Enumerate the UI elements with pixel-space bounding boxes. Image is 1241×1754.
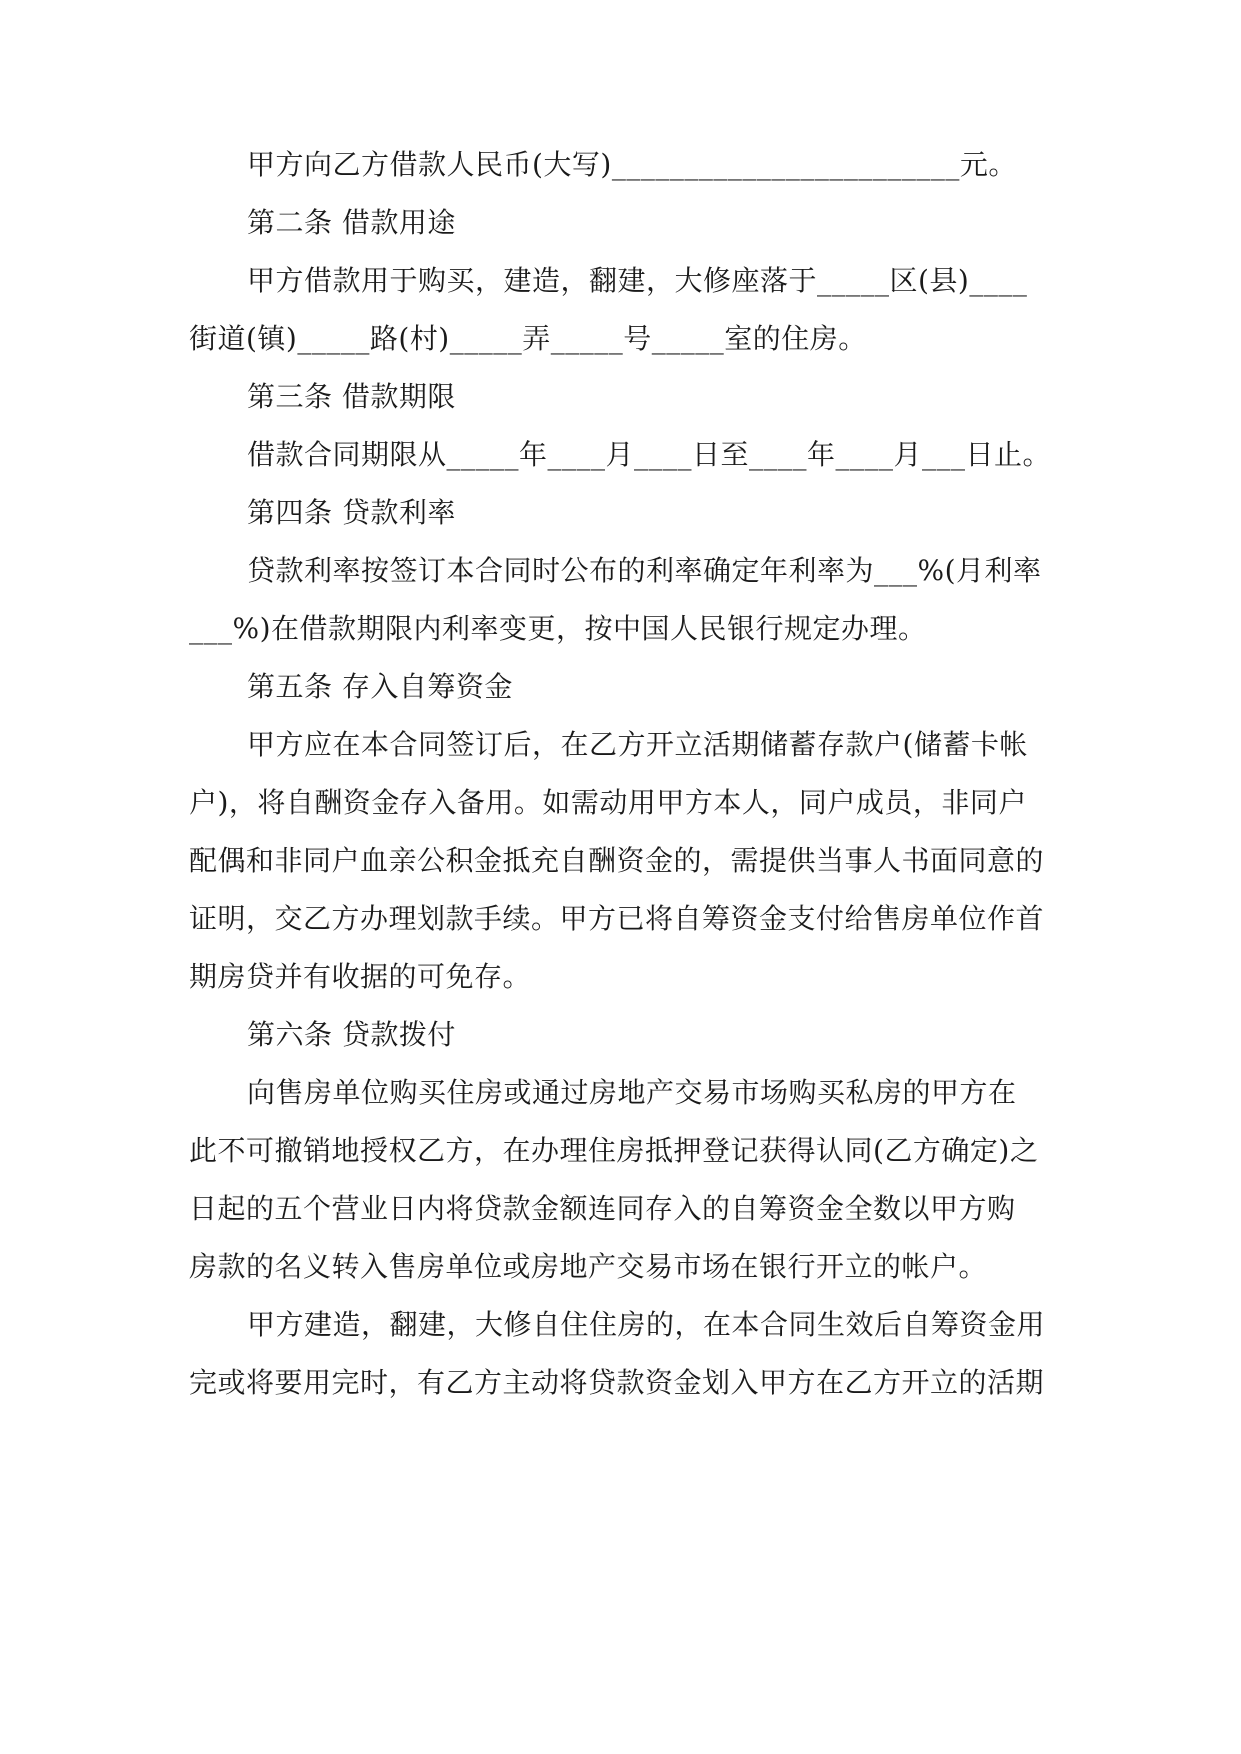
construction-line-1: 甲方建造，翻建，大修自住住房的，在本合同生效后自筹资金用	[247, 1308, 1046, 1341]
loan-term-line: 借款合同期限从_____年____月____日至____年____月___日止。	[247, 438, 1052, 471]
article-2-heading: 第二条 借款用途	[247, 206, 456, 239]
disbursement-line-2: 此不可撤销地授权乙方，在办理住房抵押登记获得认同(乙方确定)之	[189, 1134, 1039, 1167]
interest-rate-line-1: 贷款利率按签订本合同时公布的利率确定年利率为___%(月利率	[247, 554, 1042, 587]
construction-line-2: 完或将要用完时，有乙方主动将贷款资金划入甲方在乙方开立的活期	[189, 1366, 1045, 1399]
loan-purpose-line-2: 街道(镇)_____路(村)_____弄_____号_____室的住房。	[189, 322, 867, 355]
deposit-line-1: 甲方应在本合同签订后，在乙方开立活期储蓄存款户(储蓄卡帐	[247, 728, 1028, 761]
article-4-heading: 第四条 贷款利率	[247, 496, 456, 529]
article-6-heading: 第六条 贷款拨付	[247, 1018, 456, 1051]
disbursement-line-1: 向售房单位购买住房或通过房地产交易市场购买私房的甲方在	[247, 1076, 1017, 1109]
deposit-line-5: 期房贷并有收据的可免存。	[189, 960, 532, 993]
deposit-line-4: 证明，交乙方办理划款手续。甲方已将自筹资金支付给售房单位作首	[189, 902, 1045, 935]
interest-rate-line-2: ___%)在借款期限内利率变更，按中国人民银行规定办理。	[189, 612, 927, 645]
article-5-heading: 第五条 存入自筹资金	[247, 670, 513, 703]
loan-amount-line: 甲方向乙方借款人民币(大写)________________________元。	[247, 148, 1017, 181]
deposit-line-3: 配偶和非同户血亲公积金抵充自酬资金的，需提供当事人书面同意的	[189, 844, 1045, 877]
loan-purpose-line-1: 甲方借款用于购买，建造，翻建，大修座落于_____区(县)____	[247, 264, 1028, 297]
disbursement-line-4: 房款的名义转入售房单位或房地产交易市场在银行开立的帐户。	[189, 1250, 988, 1283]
disbursement-line-3: 日起的五个营业日内将贷款金额连同存入的自筹资金全数以甲方购	[189, 1192, 1016, 1225]
deposit-line-2: 户)，将自酬资金存入备用。如需动用甲方本人，同户成员，非同户	[189, 786, 1027, 819]
article-3-heading: 第三条 借款期限	[247, 380, 456, 413]
